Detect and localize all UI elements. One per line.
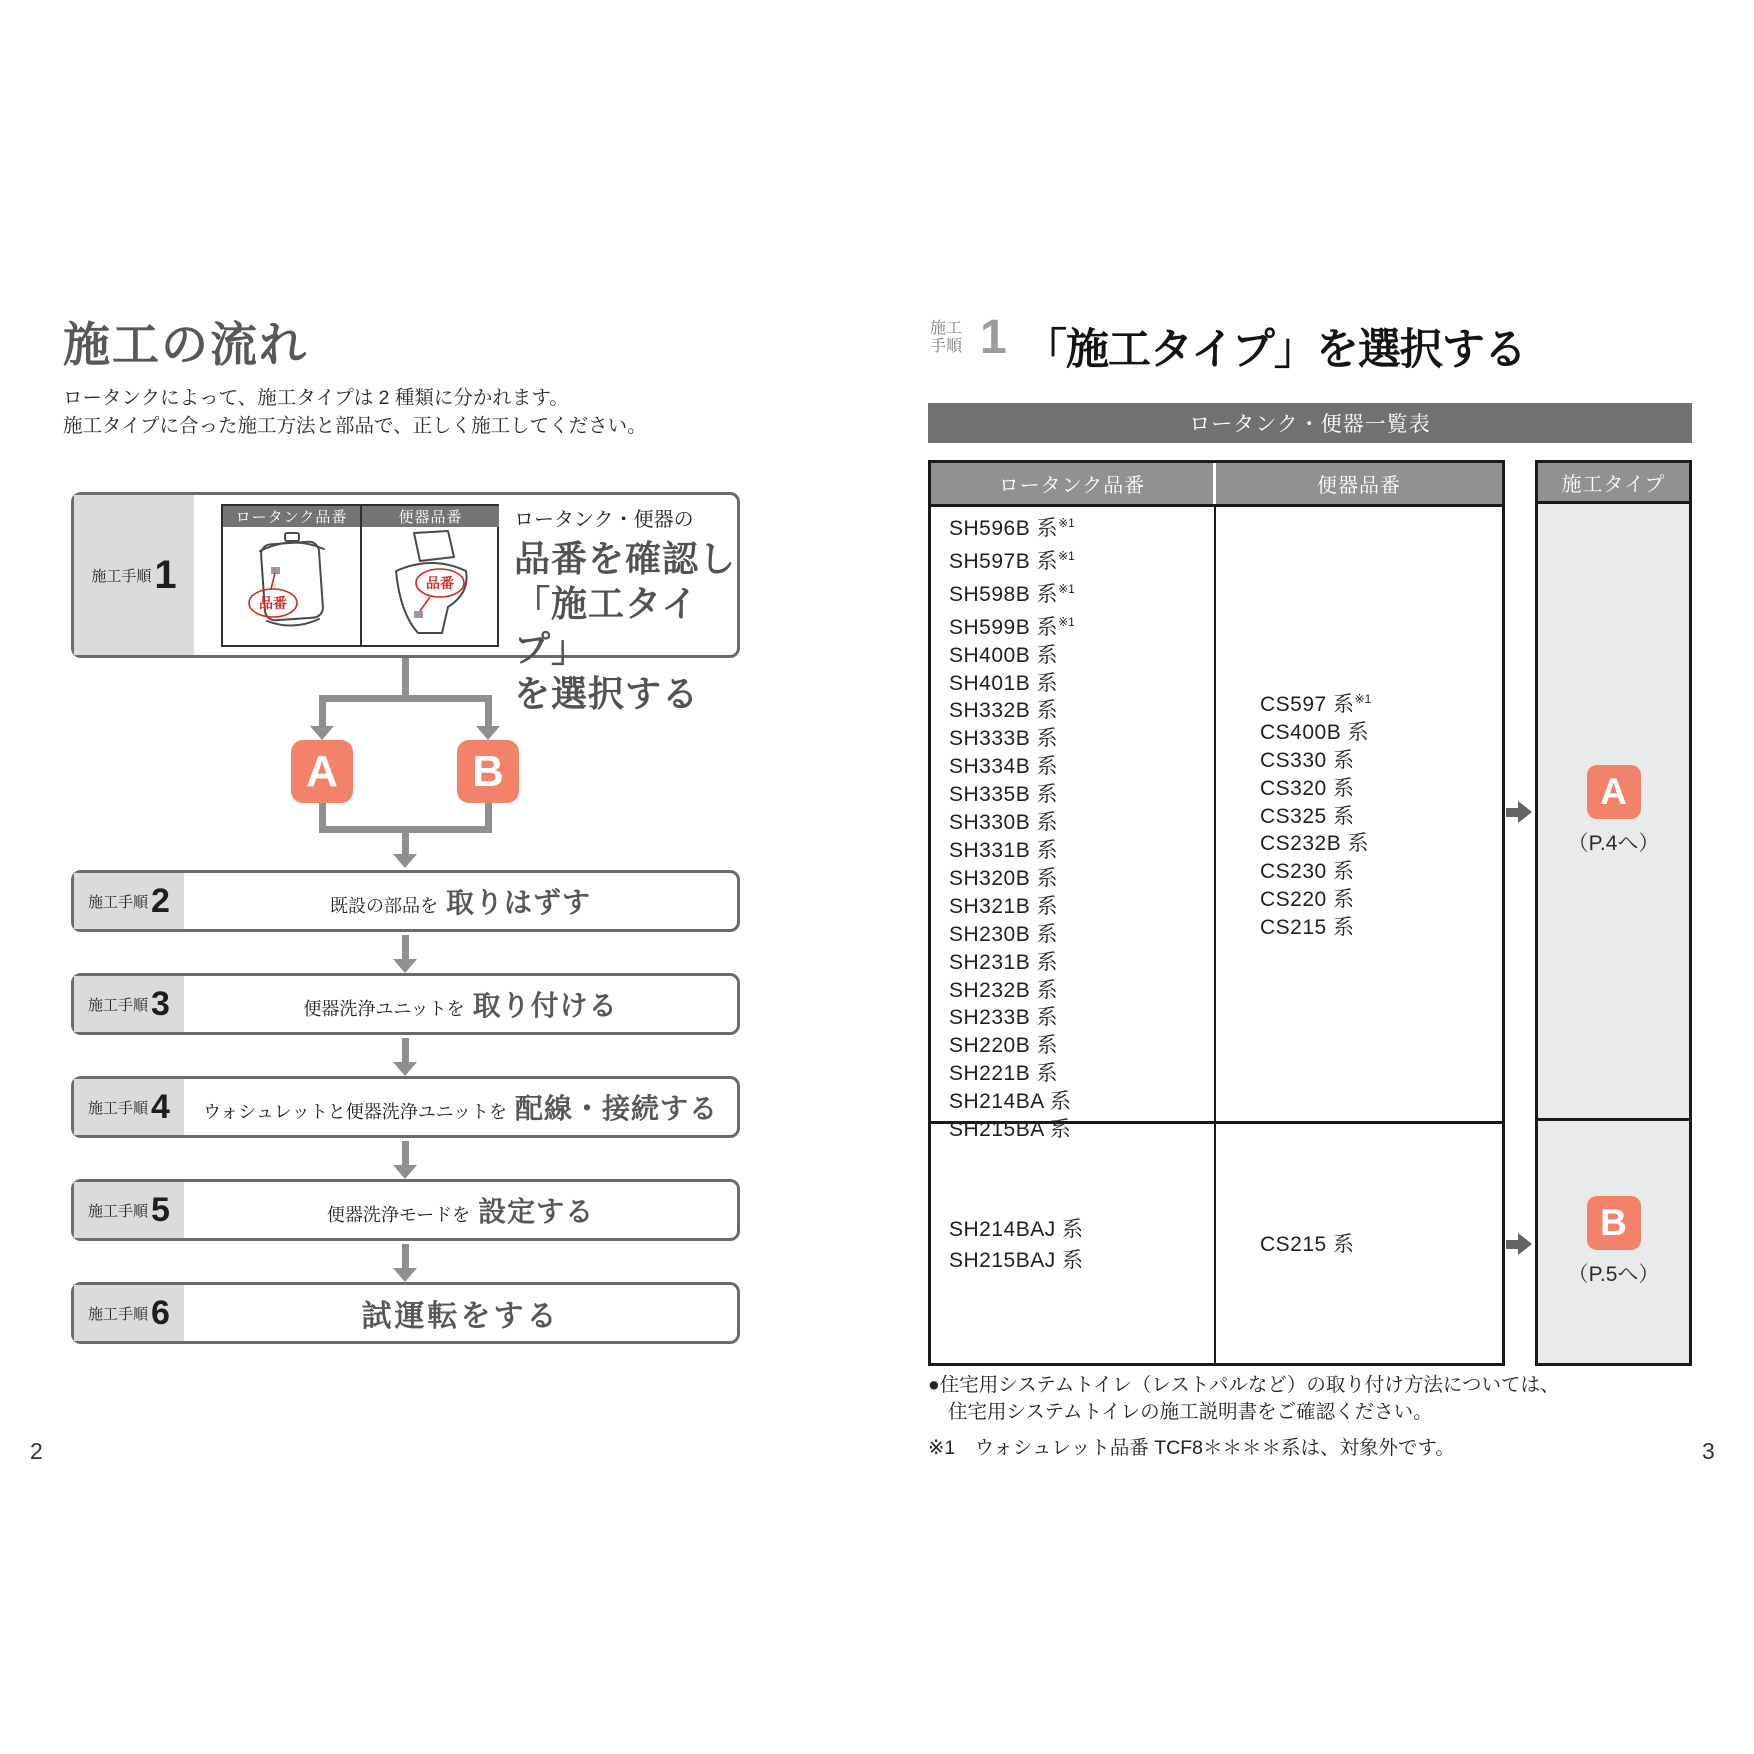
step-4-prefix: ウォシュレットと便器洗浄ユニットを xyxy=(202,1102,507,1122)
step-number: 1 xyxy=(154,553,177,597)
model-number: CS230 系 xyxy=(1260,860,1355,884)
table-row-b xyxy=(931,1124,1502,1366)
step-kicker xyxy=(930,320,962,356)
list-title-bar xyxy=(928,403,1692,443)
model-number: SH214BAJ 系 xyxy=(949,1218,1084,1241)
construction-type-column xyxy=(1535,460,1692,1366)
step-1-label xyxy=(74,495,194,655)
flow-step-3-box xyxy=(71,973,740,1035)
arrowhead-to-b xyxy=(476,726,500,740)
type-a-letter: A xyxy=(1600,771,1627,812)
step-1-figure xyxy=(221,504,499,647)
model-number: SH231B 系 xyxy=(949,950,1059,974)
model-number: CS215 系 xyxy=(1260,916,1355,940)
flow-step-2-box xyxy=(71,870,740,932)
step-3-prefix: 便器洗浄ユニットを xyxy=(303,999,465,1019)
step-5-action: 設定する xyxy=(478,1196,595,1227)
step-6-action: 試運転をする xyxy=(361,1300,560,1333)
lowtank-panel-header: ロータンク品番 xyxy=(223,506,360,527)
arrowhead-5-6 xyxy=(393,1268,417,1282)
table-row-a xyxy=(931,507,1502,1142)
step-3-label xyxy=(74,976,184,1032)
step-number: 6 xyxy=(151,1294,170,1332)
arrowhead-3-4 xyxy=(393,1062,417,1076)
model-number: CS232B 系 xyxy=(1260,832,1370,856)
right-page-number: 3 xyxy=(1702,1438,1715,1464)
model-number: CS330 系 xyxy=(1260,748,1355,772)
kicker-line-1: 施工 xyxy=(930,320,963,337)
step-2-label xyxy=(74,873,184,929)
type-b-letter: B xyxy=(1600,1202,1627,1243)
notes-block xyxy=(928,1372,1560,1426)
type-cell-a xyxy=(1538,504,1689,1121)
left-page-number: 2 xyxy=(30,1438,43,1464)
tank-cell-b xyxy=(931,1124,1216,1366)
tank-list-b xyxy=(931,1214,1214,1276)
tank-list-a xyxy=(931,507,1214,1144)
arrowhead-to-a xyxy=(310,726,334,740)
model-number: SH320B 系 xyxy=(949,866,1059,890)
tank-cell-a xyxy=(931,507,1216,1142)
merge-stem-center xyxy=(402,826,409,854)
stem-4-5 xyxy=(402,1141,409,1166)
bowl-list-a xyxy=(1216,686,1502,942)
bowl-bubble-label: 品番 xyxy=(426,575,454,591)
model-number: SH597B 系$^{※1}$ xyxy=(949,548,1075,573)
model-number: SH330B 系 xyxy=(949,811,1059,835)
model-number: SH215BA 系 xyxy=(949,1118,1072,1142)
lowtank-panel xyxy=(223,506,360,645)
note-line-1: ●住宅用システムトイレ（レストパルなど）の取り付け方法については、 xyxy=(928,1374,1560,1396)
type-b-badge-flow xyxy=(457,740,519,803)
model-number: SH233B 系 xyxy=(949,1006,1059,1030)
list-title: ロータンク・便器一覧表 xyxy=(1189,413,1431,436)
step-number: 5 xyxy=(151,1191,170,1229)
bowl-illustration xyxy=(362,527,499,645)
step-5-prefix: 便器洗浄モードを xyxy=(326,1205,471,1225)
model-number: SH335B 系 xyxy=(949,783,1059,807)
arrowhead-2-3 xyxy=(393,959,417,973)
step-prefix-label: 施工手順 xyxy=(88,1099,149,1117)
model-number: SH332B 系 xyxy=(949,699,1059,723)
model-number: CS325 系 xyxy=(1260,804,1355,828)
step-3-action: 取り付ける xyxy=(472,990,618,1021)
step-prefix-label: 施工手順 xyxy=(88,893,149,911)
model-number: SH596B 系$^{※1}$ xyxy=(949,516,1075,540)
type-a-page-ref: （P.4へ） xyxy=(1567,832,1660,855)
branch-stem-top xyxy=(402,658,409,695)
step-4-action: 配線・接続する xyxy=(515,1093,719,1124)
step-number: 2 xyxy=(151,882,170,920)
model-number: SH232B 系 xyxy=(949,978,1059,1002)
stem-2-3 xyxy=(402,935,409,960)
step-1-bold-line-2: 「施工タイプ」 xyxy=(514,583,699,669)
type-header: 施工タイプ xyxy=(1535,460,1692,504)
flow-step-1-box xyxy=(71,492,740,714)
header-bowl: 便器品番 xyxy=(1216,463,1502,504)
step-1-lead: ロータンク・便器の xyxy=(514,509,694,531)
flow-step-4-box xyxy=(71,1076,740,1138)
step-big-number: 1 xyxy=(980,311,1007,364)
step-2-prefix: 既設の部品を xyxy=(329,896,438,916)
model-number: SH220B 系 xyxy=(949,1034,1059,1058)
flow-step-5-box xyxy=(71,1179,740,1241)
intro-line-1: ロータンクによって、施工タイプは 2 種類に分かれます。 xyxy=(63,387,569,409)
model-number: CS400B 系 xyxy=(1260,720,1370,744)
intro-line-2: 施工タイプに合った施工方法と部品で、正しく施工してください。 xyxy=(63,415,647,437)
type-b-badge-table xyxy=(1587,1196,1641,1250)
branch-stem-a xyxy=(319,695,326,726)
model-number: SH334B 系 xyxy=(949,755,1059,779)
step-number: 3 xyxy=(151,985,170,1023)
step-1-text xyxy=(514,503,737,716)
model-number: SH401B 系 xyxy=(949,671,1059,695)
kicker-line-2: 手順 xyxy=(930,338,963,355)
step-prefix-label: 施工手順 xyxy=(88,1305,149,1323)
bowl-cell-a xyxy=(1216,507,1502,1121)
bowl-panel-header: 便器品番 xyxy=(362,506,499,527)
stem-3-4 xyxy=(402,1038,409,1063)
bowl-panel xyxy=(360,506,499,645)
type-cell-b xyxy=(1538,1121,1689,1363)
table-header-row xyxy=(931,463,1502,507)
model-number: SH599B 系$^{※1}$ xyxy=(949,614,1075,639)
branch-horizontal-top xyxy=(319,695,489,702)
footnote-1: ※1 ウォシュレット品番 TCF8＊＊＊＊系は、対象外です。 xyxy=(928,1437,1455,1459)
step-prefix-label: 施工手順 xyxy=(88,1202,149,1220)
left-page-title: 施工の流れ xyxy=(63,318,308,371)
arrowhead-4-5 xyxy=(393,1165,417,1179)
type-a-letter: A xyxy=(306,746,338,796)
bowl-list-b xyxy=(1216,1231,1502,1259)
lowtank-bowl-table xyxy=(928,460,1505,1366)
model-number: SH221B 系 xyxy=(949,1062,1059,1086)
step-prefix-label: 施工手順 xyxy=(91,567,152,585)
step-2-action: 取りはずす xyxy=(445,887,591,918)
model-number: SH333B 系 xyxy=(949,727,1059,751)
step-number: 4 xyxy=(151,1088,170,1126)
model-number: SH230B 系 xyxy=(949,922,1059,946)
intro-paragraph xyxy=(63,384,647,440)
stem-5-6 xyxy=(402,1244,409,1269)
type-a-badge-flow xyxy=(291,740,353,803)
model-number: SH214BA 系 xyxy=(949,1090,1072,1114)
type-b-letter: B xyxy=(472,746,504,796)
lowtank-bubble-label: 品番 xyxy=(259,595,287,611)
model-number: CS320 系 xyxy=(1260,776,1355,800)
step-4-label xyxy=(74,1079,184,1135)
step-prefix-label: 施工手順 xyxy=(88,996,149,1014)
model-number: CS220 系 xyxy=(1260,888,1355,912)
step-1-bold-line-1: 品番を確認し xyxy=(514,538,737,579)
model-number: SH215BAJ 系 xyxy=(949,1249,1084,1272)
model-number: CS597 系$^{※1}$ xyxy=(1260,691,1372,716)
lowtank-illustration xyxy=(223,527,360,645)
header-lowtank: ロータンク品番 xyxy=(931,463,1216,504)
type-b-page-ref: （P.5へ） xyxy=(1567,1263,1660,1286)
model-number: SH321B 系 xyxy=(949,894,1059,918)
right-page-title: 「施工タイプ」を選択する xyxy=(1024,326,1526,374)
flow-step-6-box xyxy=(71,1282,740,1344)
type-body xyxy=(1535,504,1692,1366)
model-number: CS215 系 xyxy=(1260,1233,1355,1257)
step-5-label xyxy=(74,1182,184,1238)
model-number: SH400B 系 xyxy=(949,643,1059,667)
model-number: SH598B 系$^{※1}$ xyxy=(949,581,1075,606)
type-a-badge-table xyxy=(1587,765,1641,819)
model-number: SH331B 系 xyxy=(949,838,1059,862)
step-1-bold-line-3: を選択する xyxy=(514,673,700,714)
bowl-cell-b xyxy=(1216,1124,1502,1366)
branch-stem-b xyxy=(485,695,492,726)
step-6-label xyxy=(74,1285,184,1341)
note-line-2: 住宅用システムトイレの施工説明書をご確認ください。 xyxy=(948,1401,1433,1423)
arrowhead-to-step-2 xyxy=(393,854,417,868)
